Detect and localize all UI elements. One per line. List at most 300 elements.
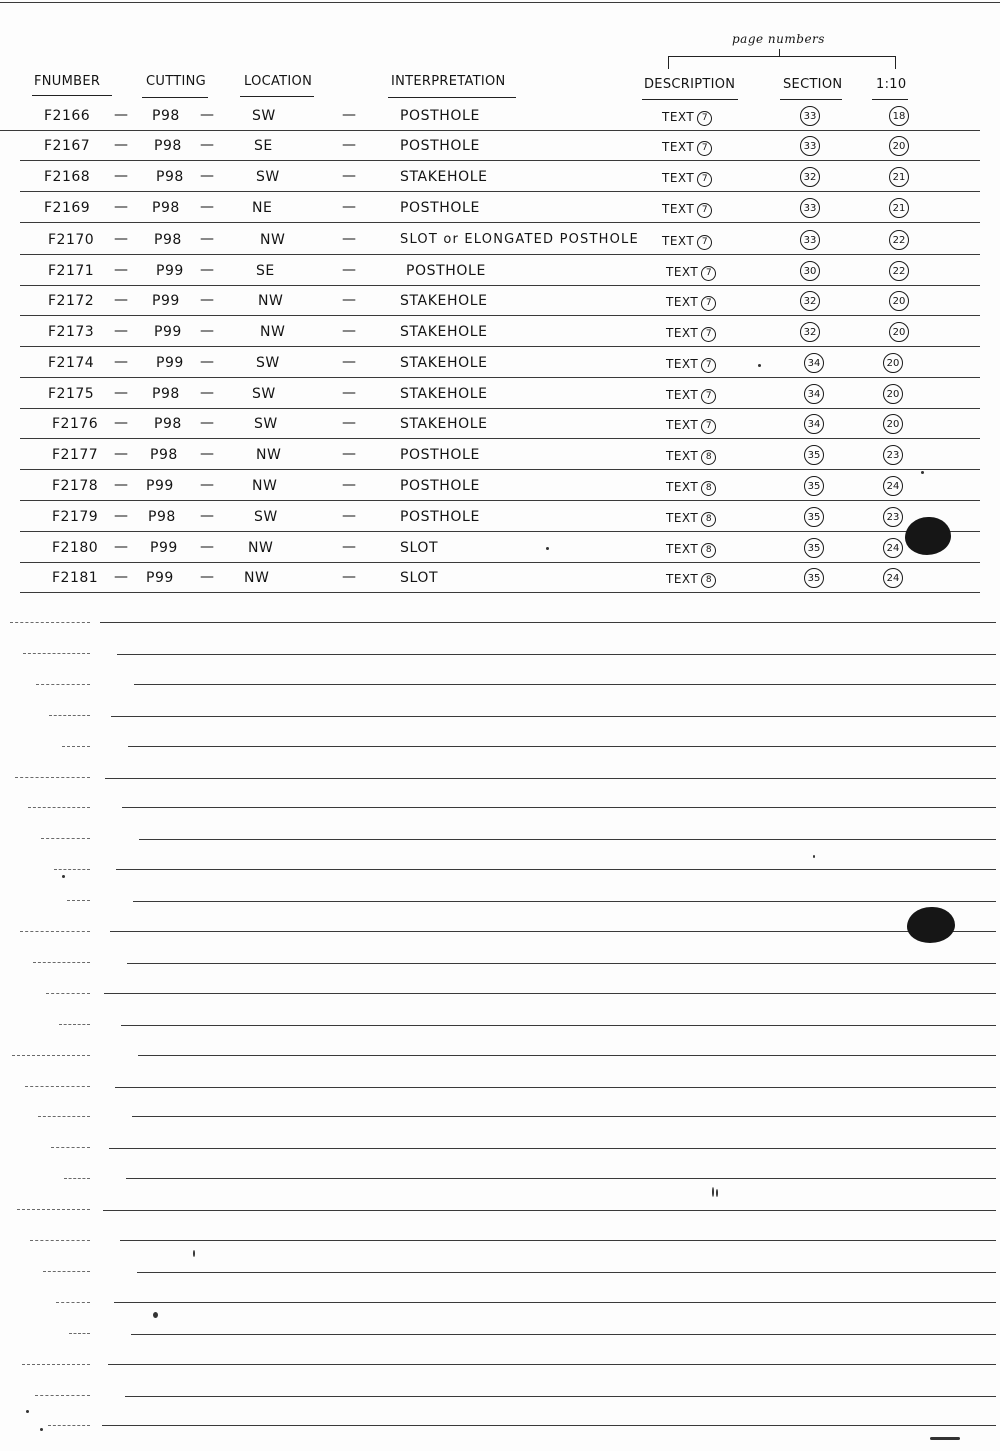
- separator-dash: —: [200, 323, 215, 339]
- ruled-line-margin: [10, 622, 90, 623]
- section-page-number: 35: [804, 445, 824, 465]
- location-cell: NW: [248, 540, 274, 556]
- section-page-number: 34: [804, 414, 824, 434]
- cutting-cell: P99: [152, 293, 180, 309]
- row-rule: [20, 438, 980, 439]
- ruled-line-margin: [59, 1024, 90, 1025]
- fnumber-cell: F2166: [44, 108, 91, 124]
- ruled-line: [111, 716, 996, 717]
- location-cell: SW: [254, 416, 278, 432]
- description-text: TEXT: [662, 202, 695, 216]
- cutting-cell: P99: [154, 324, 182, 340]
- fnumber-cell: F2178: [52, 478, 99, 494]
- fnumber-cell: F2172: [48, 293, 95, 309]
- ruled-line-margin: [38, 1116, 90, 1117]
- ruled-line: [102, 1425, 996, 1426]
- row-rule: [20, 592, 980, 593]
- ruled-line: [104, 993, 996, 994]
- header-scale: 1:10: [876, 77, 907, 92]
- page-numbers-bracket-tick: [779, 49, 780, 57]
- description-page-number: 7: [697, 141, 712, 156]
- description-page-number: 7: [701, 358, 716, 373]
- description-cell: [662, 202, 712, 218]
- cutting-cell: P98: [150, 447, 178, 463]
- cutting-cell: P98: [152, 108, 180, 124]
- ruled-line-margin: [62, 746, 90, 747]
- ruled-line-margin: [36, 684, 90, 685]
- ink-speck: [716, 1189, 718, 1197]
- separator-dash: —: [342, 539, 357, 555]
- ruled-line-margin: [23, 653, 90, 654]
- location-cell: NW: [258, 293, 284, 309]
- ruled-line: [116, 869, 996, 870]
- ruled-line-margin: [64, 1178, 90, 1179]
- separator-dash: —: [114, 199, 129, 215]
- ruled-line-margin: [25, 1086, 90, 1087]
- ruled-line-margin: [56, 1302, 90, 1303]
- separator-dash: —: [342, 107, 357, 123]
- table-row: [0, 351, 1000, 381]
- ink-speck: [921, 471, 924, 474]
- interpretation-cell: POSTHOLE: [400, 447, 480, 463]
- ruled-line-margin: [30, 1240, 90, 1241]
- header-location-underline: [240, 96, 314, 97]
- separator-dash: —: [114, 508, 129, 524]
- description-text: TEXT: [666, 265, 699, 279]
- ruled-line: [110, 931, 996, 932]
- header-fnumber: FNUMBER: [34, 74, 101, 89]
- ruled-line: [138, 1055, 996, 1056]
- fnumber-cell: F2167: [44, 138, 91, 154]
- description-cell: [666, 295, 716, 311]
- ruled-line-margin: [41, 838, 90, 839]
- separator-dash: —: [200, 292, 215, 308]
- cutting-cell: P99: [156, 355, 184, 371]
- ruled-line-margin: [20, 931, 90, 932]
- scale-page-number: 23: [883, 445, 903, 465]
- description-cell: [666, 388, 716, 404]
- fnumber-cell: F2177: [52, 447, 99, 463]
- ink-blot: [907, 907, 955, 943]
- ruled-line-margin: [48, 1425, 90, 1426]
- row-rule: [20, 562, 980, 563]
- cutting-cell: P98: [152, 386, 180, 402]
- description-cell: [666, 542, 716, 558]
- scale-page-number: 24: [883, 476, 903, 496]
- scale-page-number: 21: [889, 167, 909, 187]
- ruled-line: [132, 1116, 996, 1117]
- ink-speck: [193, 1250, 195, 1257]
- cutting-cell: P98: [148, 509, 176, 525]
- header-cutting-underline: [142, 97, 208, 98]
- cutting-cell: P99: [156, 263, 184, 279]
- location-cell: SW: [252, 108, 276, 124]
- row-rule: [20, 315, 980, 316]
- section-page-number: 35: [804, 568, 824, 588]
- description-page-number: 7: [701, 389, 716, 404]
- description-cell: [666, 265, 716, 281]
- separator-dash: —: [200, 569, 215, 585]
- ruled-line: [103, 1210, 996, 1211]
- page-top-edge: [0, 2, 1000, 3]
- interpretation-cell: STAKEHOLE: [400, 169, 488, 185]
- description-cell: [662, 171, 712, 187]
- row-rule: [20, 346, 980, 347]
- ruled-line: [134, 684, 996, 685]
- location-cell: SW: [256, 169, 280, 185]
- separator-dash: —: [114, 446, 129, 462]
- description-cell: [662, 140, 712, 156]
- section-page-number: 32: [800, 291, 820, 311]
- row-rule: [20, 531, 980, 532]
- location-cell: NW: [244, 570, 270, 586]
- ruled-line-margin: [33, 962, 90, 963]
- cutting-cell: P98: [152, 200, 180, 216]
- section-page-number: 33: [800, 198, 820, 218]
- separator-dash: —: [200, 539, 215, 555]
- separator-dash: —: [114, 354, 129, 370]
- scale-page-number: 20: [883, 353, 903, 373]
- fnumber-cell: F2176: [52, 416, 99, 432]
- table-row: [0, 505, 1000, 535]
- header-description-underline: [642, 99, 738, 100]
- header-section-underline: [780, 99, 842, 100]
- description-cell: [666, 572, 716, 588]
- cutting-cell: P99: [146, 478, 174, 494]
- description-text: TEXT: [666, 357, 699, 371]
- location-cell: SW: [252, 386, 276, 402]
- row-rule: [20, 191, 980, 192]
- scale-page-number: 18: [889, 106, 909, 126]
- ruled-line-margin: [67, 900, 90, 901]
- cutting-cell: P98: [154, 232, 182, 248]
- description-cell: [666, 418, 716, 434]
- page-numbers-bracket: [668, 56, 896, 69]
- ruled-line: [105, 778, 996, 779]
- separator-dash: —: [114, 385, 129, 401]
- description-page-number: 8: [701, 450, 716, 465]
- description-text: TEXT: [662, 234, 695, 248]
- ruled-line: [117, 654, 996, 655]
- interpretation-cell: STAKEHOLE: [400, 416, 488, 432]
- separator-dash: —: [200, 168, 215, 184]
- description-text: TEXT: [666, 511, 699, 525]
- table-row: [0, 259, 1000, 289]
- description-cell: [666, 357, 716, 373]
- separator-dash: —: [342, 323, 357, 339]
- header-fnumber-underline: [32, 95, 112, 96]
- ruled-line: [128, 746, 996, 747]
- section-page-number: 32: [800, 167, 820, 187]
- description-cell: [666, 511, 716, 527]
- table-row: [0, 566, 1000, 596]
- separator-dash: —: [342, 477, 357, 493]
- page-numbers-annotation: page numbers: [732, 32, 825, 46]
- ink-speck: [712, 1187, 714, 1197]
- section-page-number: 35: [804, 476, 824, 496]
- ink-speck: [62, 875, 65, 878]
- section-page-number: 30: [800, 261, 820, 281]
- separator-dash: —: [200, 137, 215, 153]
- separator-dash: —: [200, 477, 215, 493]
- separator-dash: —: [342, 292, 357, 308]
- ruled-line-margin: [46, 993, 90, 994]
- row-rule: [20, 254, 980, 255]
- location-cell: NE: [252, 200, 273, 216]
- location-cell: NW: [256, 447, 282, 463]
- ruled-line: [122, 807, 996, 808]
- ink-speck: [40, 1428, 43, 1431]
- location-cell: SW: [254, 509, 278, 525]
- interpretation-cell: POSTHOLE: [400, 138, 480, 154]
- separator-dash: —: [114, 323, 129, 339]
- interpretation-cell: SLOT or ELONGATED POSTHOLE: [400, 232, 639, 247]
- separator-dash: —: [114, 477, 129, 493]
- ruled-line-margin: [12, 1055, 90, 1056]
- fnumber-cell: F2174: [48, 355, 95, 371]
- row-rule: [20, 500, 980, 501]
- description-text: TEXT: [666, 449, 699, 463]
- header-location: LOCATION: [244, 74, 313, 89]
- separator-dash: —: [342, 385, 357, 401]
- description-page-number: 8: [701, 481, 716, 496]
- cutting-cell: P99: [146, 570, 174, 586]
- description-text: TEXT: [666, 418, 699, 432]
- description-cell: [666, 480, 716, 496]
- section-page-number: 35: [804, 538, 824, 558]
- separator-dash: —: [114, 168, 129, 184]
- description-text: TEXT: [666, 326, 699, 340]
- row-rule: [20, 408, 980, 409]
- header-interpretation-underline: [388, 97, 516, 98]
- description-text: TEXT: [662, 171, 695, 185]
- table-row: [0, 289, 1000, 319]
- fnumber-cell: F2170: [48, 232, 95, 248]
- fnumber-cell: F2173: [48, 324, 95, 340]
- separator-dash: —: [114, 262, 129, 278]
- interpretation-cell: STAKEHOLE: [400, 386, 488, 402]
- ruled-line: [127, 963, 996, 964]
- separator-dash: —: [200, 446, 215, 462]
- interpretation-cell: POSTHOLE: [400, 108, 480, 124]
- scale-page-number: 20: [883, 414, 903, 434]
- ink-speck: [930, 1437, 960, 1440]
- separator-dash: —: [200, 262, 215, 278]
- table-row: [0, 228, 1000, 258]
- ruled-line: [131, 1334, 996, 1335]
- interpretation-cell: STAKEHOLE: [400, 355, 488, 371]
- ruled-line: [125, 1396, 996, 1397]
- fnumber-cell: F2169: [44, 200, 91, 216]
- separator-dash: —: [200, 199, 215, 215]
- separator-dash: —: [114, 539, 129, 555]
- fnumber-cell: F2171: [48, 263, 95, 279]
- interpretation-cell: SLOT: [400, 540, 439, 556]
- description-text: TEXT: [666, 480, 699, 494]
- description-cell: [662, 110, 712, 126]
- ruled-line-margin: [28, 807, 90, 808]
- scale-page-number: 24: [883, 538, 903, 558]
- fnumber-cell: F2180: [52, 540, 99, 556]
- row-rule: [0, 130, 980, 131]
- interpretation-cell: SLOT: [400, 570, 439, 586]
- separator-dash: —: [200, 231, 215, 247]
- separator-dash: —: [114, 415, 129, 431]
- separator-dash: —: [114, 231, 129, 247]
- description-text: TEXT: [662, 140, 695, 154]
- description-page-number: 7: [701, 419, 716, 434]
- interpretation-cell: POSTHOLE: [400, 200, 480, 216]
- ruled-line-margin: [69, 1333, 90, 1334]
- ruled-line: [133, 901, 996, 902]
- scale-page-number: 20: [883, 384, 903, 404]
- row-rule: [20, 469, 980, 470]
- separator-dash: —: [114, 569, 129, 585]
- description-text: TEXT: [666, 572, 699, 586]
- header-scale-underline: [872, 99, 908, 100]
- scale-page-number: 22: [889, 230, 909, 250]
- location-cell: SE: [254, 138, 273, 154]
- separator-dash: —: [200, 415, 215, 431]
- ink-speck: [153, 1312, 158, 1318]
- header-cutting: CUTTING: [146, 74, 206, 89]
- location-cell: NW: [252, 478, 278, 494]
- description-page-number: 7: [701, 266, 716, 281]
- table-row: [0, 104, 1000, 134]
- ruled-line: [139, 839, 996, 840]
- ruled-line-margin: [49, 715, 90, 716]
- row-rule: [20, 377, 980, 378]
- description-page-number: 7: [697, 111, 712, 126]
- description-page-number: 7: [697, 172, 712, 187]
- location-cell: SW: [256, 355, 280, 371]
- row-rule: [20, 160, 980, 161]
- separator-dash: —: [342, 569, 357, 585]
- separator-dash: —: [200, 508, 215, 524]
- table-row: [0, 412, 1000, 442]
- separator-dash: —: [342, 415, 357, 431]
- description-text: TEXT: [666, 542, 699, 556]
- description-page-number: 8: [701, 512, 716, 527]
- separator-dash: —: [342, 508, 357, 524]
- description-cell: [666, 326, 716, 342]
- header-interpretation: INTERPRETATION: [391, 74, 506, 89]
- separator-dash: —: [342, 137, 357, 153]
- ruled-line-margin: [54, 869, 90, 870]
- description-text: TEXT: [666, 295, 699, 309]
- scale-page-number: 20: [889, 322, 909, 342]
- scale-page-number: 21: [889, 198, 909, 218]
- separator-dash: —: [114, 137, 129, 153]
- cutting-cell: P98: [154, 138, 182, 154]
- fnumber-cell: F2179: [52, 509, 99, 525]
- ruled-line-margin: [17, 1209, 90, 1210]
- section-page-number: 32: [800, 322, 820, 342]
- table-row: [0, 474, 1000, 504]
- ink-speck: [26, 1410, 29, 1413]
- table-row: [0, 134, 1000, 164]
- ink-speck: [546, 547, 549, 550]
- separator-dash: —: [114, 292, 129, 308]
- fnumber-cell: F2168: [44, 169, 91, 185]
- ink-speck: [758, 364, 761, 367]
- description-page-number: 7: [701, 296, 716, 311]
- scale-page-number: 23: [883, 507, 903, 527]
- separator-dash: —: [200, 354, 215, 370]
- header-section: SECTION: [783, 77, 843, 92]
- interpretation-cell: POSTHOLE: [400, 509, 480, 525]
- description-page-number: 8: [701, 573, 716, 588]
- cutting-cell: P98: [156, 169, 184, 185]
- ruled-line-margin: [15, 777, 90, 778]
- section-page-number: 34: [804, 353, 824, 373]
- separator-dash: —: [342, 199, 357, 215]
- table-row: [0, 165, 1000, 195]
- section-page-number: 33: [800, 106, 820, 126]
- section-page-number: 34: [804, 384, 824, 404]
- section-page-number: 33: [800, 230, 820, 250]
- scale-page-number: 20: [889, 291, 909, 311]
- ruled-line: [126, 1178, 996, 1179]
- ruled-line-margin: [22, 1364, 90, 1365]
- ruled-line-margin: [51, 1147, 90, 1148]
- description-cell: [666, 449, 716, 465]
- fnumber-cell: F2175: [48, 386, 95, 402]
- interpretation-cell: POSTHOLE: [406, 263, 486, 279]
- row-rule: [20, 285, 980, 286]
- fnumber-cell: F2181: [52, 570, 99, 586]
- interpretation-cell: STAKEHOLE: [400, 324, 488, 340]
- ruled-line: [108, 1364, 996, 1365]
- ruled-line: [137, 1272, 996, 1273]
- ruled-line: [100, 622, 996, 623]
- separator-dash: —: [342, 168, 357, 184]
- row-rule: [20, 222, 980, 223]
- ruled-line-margin: [43, 1271, 90, 1272]
- ruled-line-margin: [35, 1395, 90, 1396]
- table-row: [0, 382, 1000, 412]
- separator-dash: —: [114, 107, 129, 123]
- location-cell: SE: [256, 263, 275, 279]
- ruled-line: [115, 1087, 996, 1088]
- table-row: [0, 443, 1000, 473]
- section-page-number: 35: [804, 507, 824, 527]
- scale-page-number: 24: [883, 568, 903, 588]
- table-row: [0, 196, 1000, 226]
- description-text: TEXT: [662, 110, 695, 124]
- ruled-line: [120, 1240, 996, 1241]
- header-description: DESCRIPTION: [644, 77, 736, 92]
- location-cell: NW: [260, 232, 286, 248]
- cutting-cell: P99: [150, 540, 178, 556]
- description-page-number: 7: [697, 203, 712, 218]
- scale-page-number: 20: [889, 136, 909, 156]
- separator-dash: —: [342, 354, 357, 370]
- separator-dash: —: [200, 385, 215, 401]
- description-page-number: 8: [701, 543, 716, 558]
- ruled-line: [109, 1148, 996, 1149]
- section-page-number: 33: [800, 136, 820, 156]
- separator-dash: —: [342, 262, 357, 278]
- description-text: TEXT: [666, 388, 699, 402]
- ruled-line: [114, 1302, 996, 1303]
- description-page-number: 7: [701, 327, 716, 342]
- location-cell: NW: [260, 324, 286, 340]
- cutting-cell: P98: [154, 416, 182, 432]
- separator-dash: —: [342, 446, 357, 462]
- table-row: [0, 536, 1000, 566]
- description-page-number: 7: [697, 235, 712, 250]
